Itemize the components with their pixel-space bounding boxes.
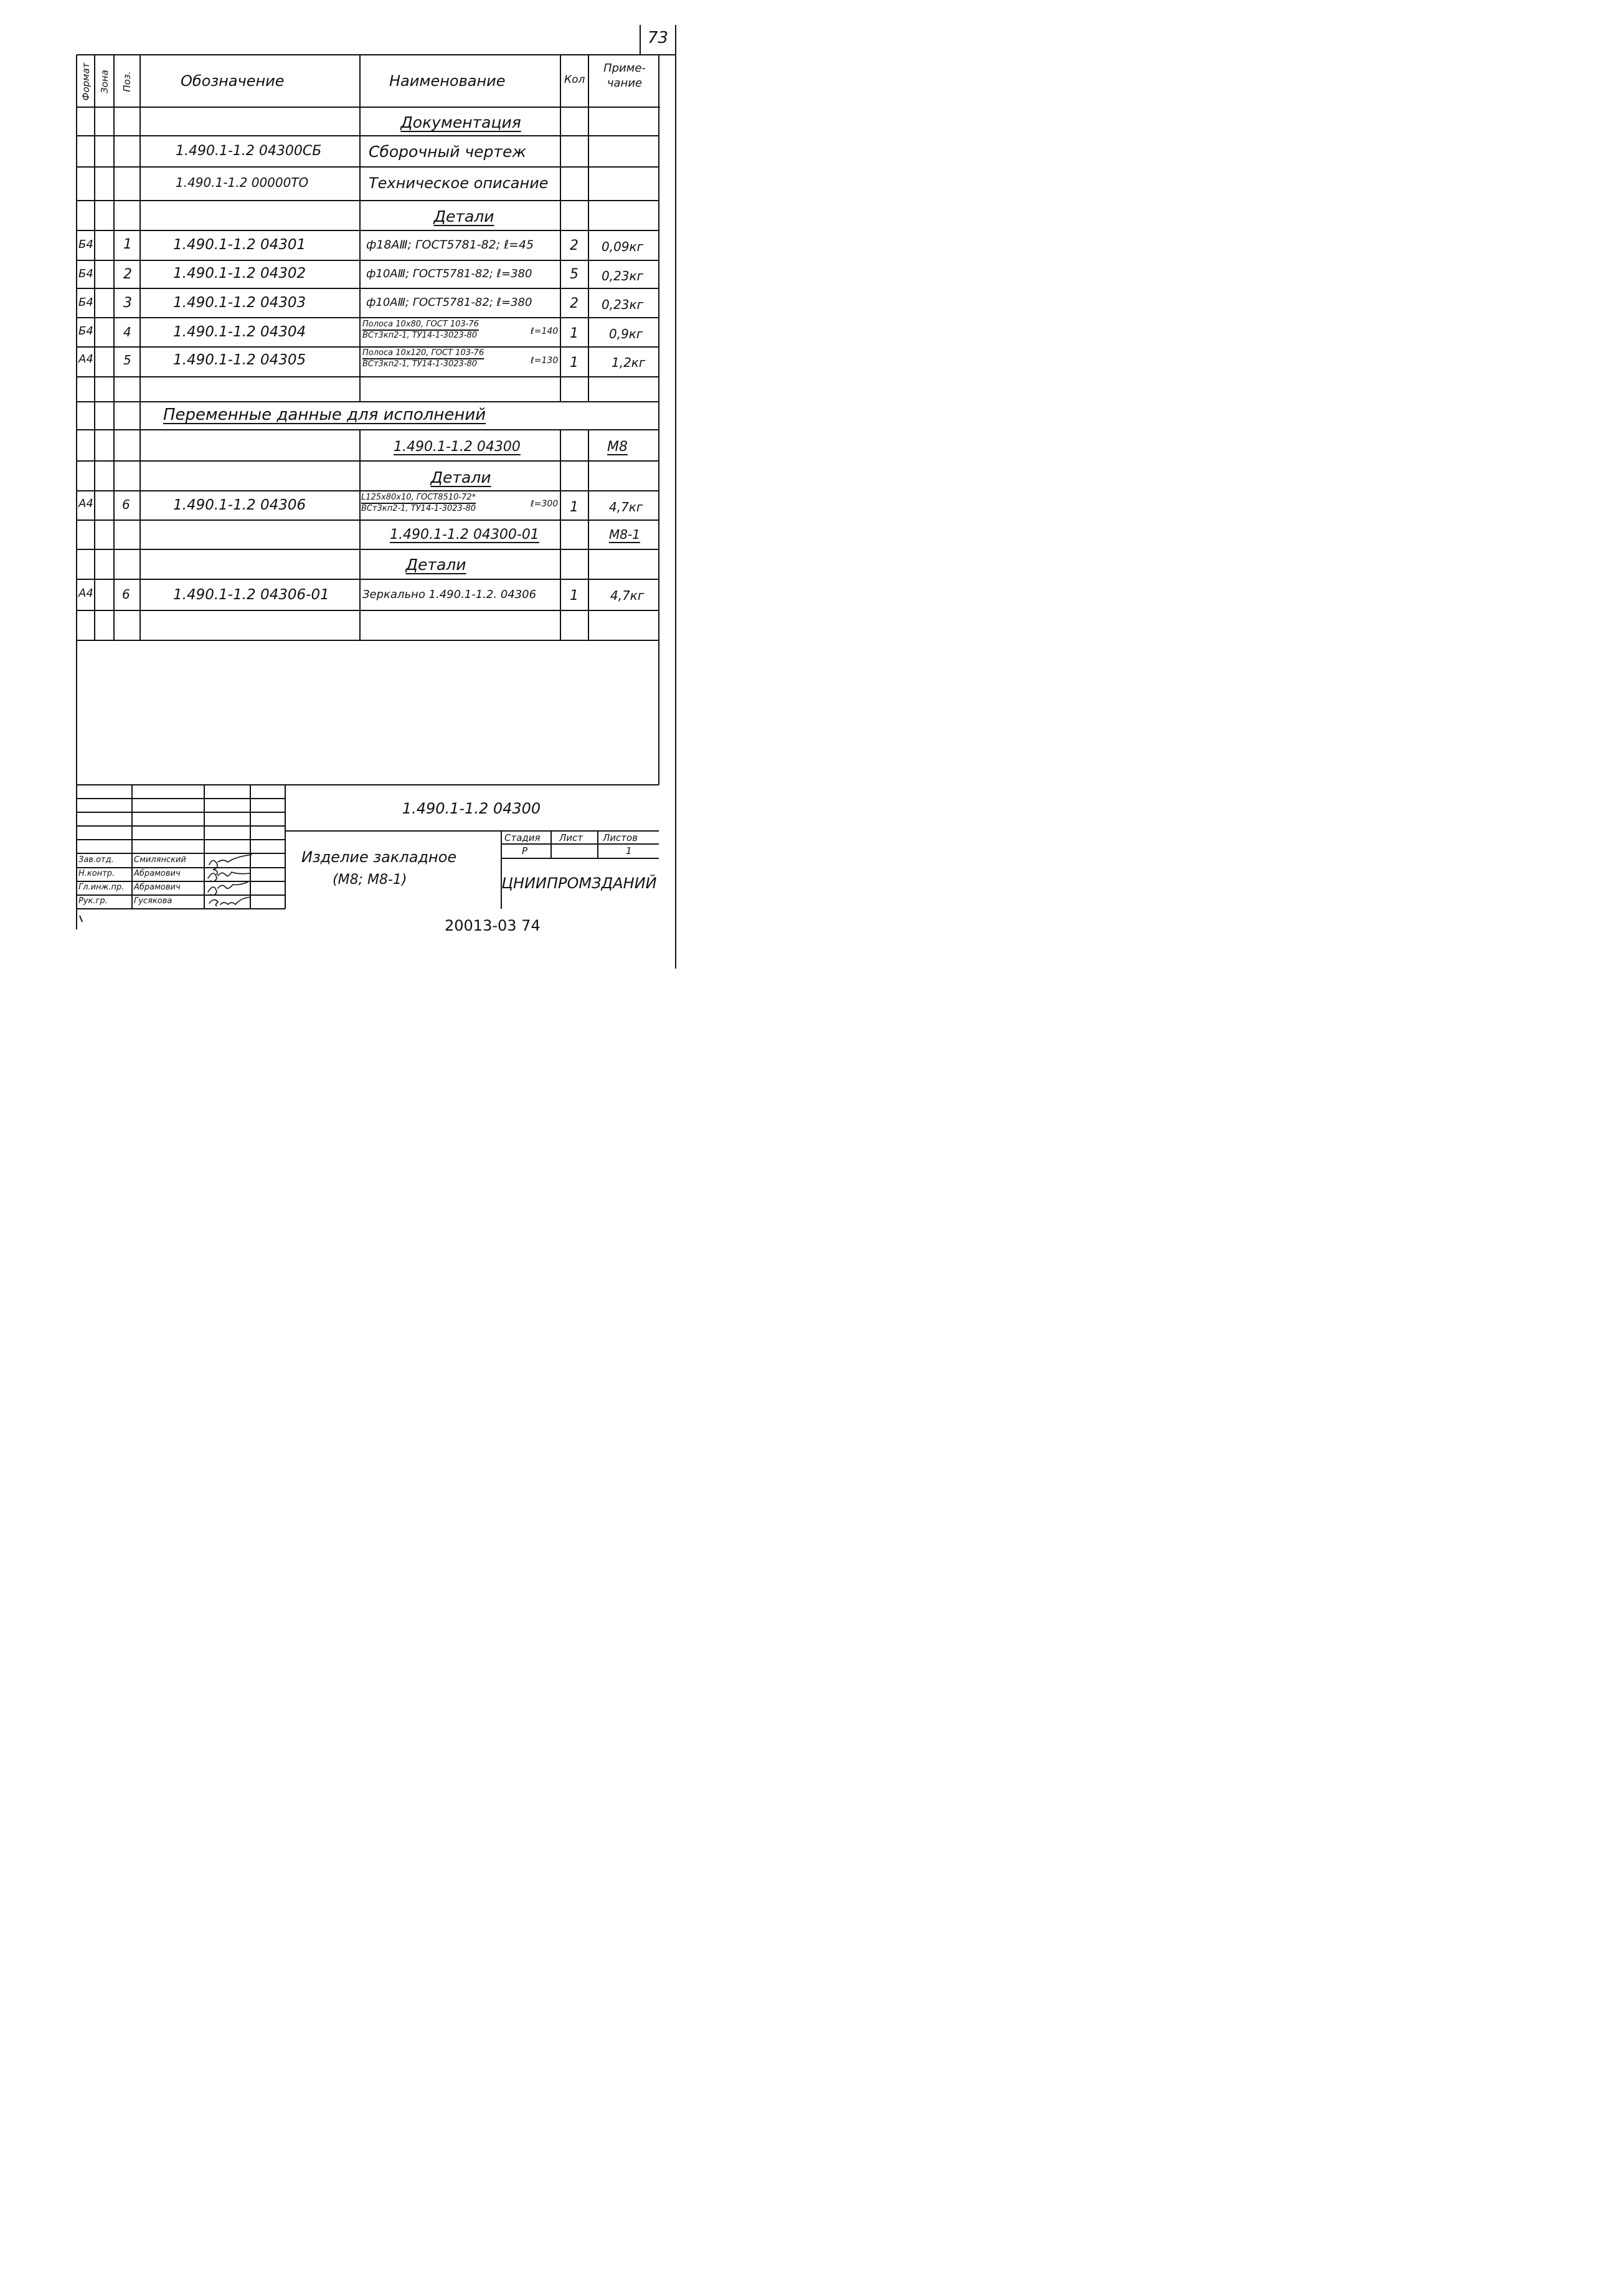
title-block-code: 1.490.1-1.2 04300	[402, 800, 541, 817]
part-name: ф10АⅢ; ГОСТ5781-82; ℓ=380	[366, 267, 532, 280]
sheet-label: Лист	[559, 832, 583, 843]
header-designation: Обозначение	[181, 72, 285, 90]
section-variable-data: Переменные данные для исполнений	[163, 406, 486, 424]
page-number: 73	[648, 29, 669, 47]
part-designation: 1.490.1-1.2 04306	[173, 497, 306, 513]
part-format: А4	[78, 497, 93, 510]
part-qty: 5	[570, 267, 579, 282]
drawing-sheet	[0, 0, 685, 979]
part-note: 4,7кг	[609, 500, 643, 515]
part-name-line2: ВСт3кп2-1, ТУ14-1-3023-80	[362, 359, 478, 369]
part-qty: 1	[570, 500, 579, 515]
sheets-value: 1	[626, 845, 632, 856]
section-parts: Детали	[433, 207, 494, 225]
part-pos: 3	[123, 295, 132, 311]
part-format: А4	[78, 353, 93, 366]
footer-code: 20013-03 74	[445, 917, 541, 934]
organization-name: ЦНИИПРОМЗДАНИЙ	[501, 875, 657, 892]
stage-value: Р	[522, 845, 528, 856]
section-parts: Детали	[405, 556, 466, 574]
part-qty: 2	[570, 238, 579, 254]
part-note: 1,2кг	[612, 355, 646, 370]
part-note: 0,9кг	[609, 326, 643, 341]
signer-role: Рук.гр.	[78, 896, 108, 906]
header-pos: Поз.	[121, 71, 133, 92]
doc-name: Техническое описание	[369, 174, 549, 192]
part-pos: 6	[122, 497, 130, 512]
header-note: Приме-чание	[603, 62, 646, 90]
part-qty: 1	[570, 355, 579, 371]
part-name-line1: Полоса 10х120, ГОСТ 103-76	[362, 348, 484, 358]
header-name: Наименование	[389, 72, 506, 90]
part-qty: 2	[570, 296, 579, 311]
part-designation: 1.490.1-1.2 04302	[173, 265, 306, 282]
header-qty: Кол	[564, 74, 585, 86]
part-format: Б4	[78, 267, 93, 280]
part-name-line1: Полоса 10х80, ГОСТ 103-76	[362, 320, 479, 329]
title-block-title: Изделие закладное	[301, 848, 457, 866]
doc-name: Сборочный чертеж	[369, 143, 526, 161]
section-parts: Детали	[430, 468, 491, 486]
part-qty: 1	[570, 588, 579, 604]
signer-name: Гусякова	[134, 896, 172, 906]
part-name: ф18АⅢ; ГОСТ5781-82; ℓ=45	[366, 238, 534, 252]
part-pos: 6	[122, 587, 130, 602]
stage-label: Стадия	[504, 832, 541, 843]
part-note: 0,09кг	[602, 239, 644, 254]
variant-mark: М8	[607, 439, 628, 455]
part-name-line1: L125х80х10, ГОСТ8510-72*	[361, 493, 476, 502]
part-name: ф10АⅢ; ГОСТ5781-82; ℓ=380	[366, 296, 532, 309]
title-block-subtitle: (М8; М8-1)	[333, 872, 407, 888]
part-length: ℓ=130	[531, 356, 559, 366]
section-documentation: Документация	[400, 113, 521, 131]
part-format: Б4	[78, 325, 93, 338]
part-designation: 1.490.1-1.2 04305	[173, 352, 306, 368]
part-note: 4,7кг	[610, 588, 645, 603]
part-length: ℓ=140	[531, 326, 559, 336]
part-designation: 1.490.1-1.2 04301	[173, 237, 306, 253]
part-qty: 1	[570, 326, 579, 341]
doc-designation: 1.490.1-1.2 00000ТО	[176, 175, 309, 190]
part-note: 0,23кг	[602, 297, 644, 312]
signer-role: Зав.отд.	[78, 855, 114, 865]
signatures	[0, 0, 685, 979]
header-zone: Зона	[99, 70, 110, 93]
variant-designation: 1.490.1-1.2 04300-01	[390, 527, 539, 543]
variant-mark: М8-1	[609, 527, 640, 542]
part-designation: 1.490.1-1.2 04304	[173, 324, 306, 340]
part-format: А4	[78, 587, 93, 600]
sheets-label: Листов	[603, 832, 638, 843]
part-length: ℓ=300	[531, 499, 559, 509]
part-designation: 1.490.1-1.2 04306-01	[173, 587, 329, 603]
part-name-line2: ВСт3кп2-1, ТУ14-1-3023-80	[362, 331, 478, 340]
part-pos: 5	[123, 353, 131, 368]
part-note: 0,23кг	[602, 268, 644, 283]
part-name: Зеркально 1.490.1-1.2. 04306	[362, 588, 537, 601]
part-pos: 1	[123, 237, 132, 252]
signer-role: Н.контр.	[78, 869, 115, 878]
header-format: Формат	[80, 62, 92, 101]
part-format: Б4	[78, 238, 93, 251]
signer-role: Гл.инж.пр.	[78, 883, 125, 892]
signer-name: Смилянский	[134, 855, 186, 865]
signer-name: Абрамович	[134, 883, 181, 892]
part-designation: 1.490.1-1.2 04303	[173, 295, 306, 311]
part-pos: 4	[123, 325, 131, 339]
doc-designation: 1.490.1-1.2 04300СБ	[176, 143, 322, 159]
variant-designation: 1.490.1-1.2 04300	[394, 439, 521, 455]
signer-name: Абрамович	[134, 869, 181, 878]
part-name-line2: ВСт3кп2-1, ТУ14-1-3023-80	[361, 504, 476, 513]
part-pos: 2	[123, 267, 132, 282]
part-format: Б4	[78, 296, 93, 309]
